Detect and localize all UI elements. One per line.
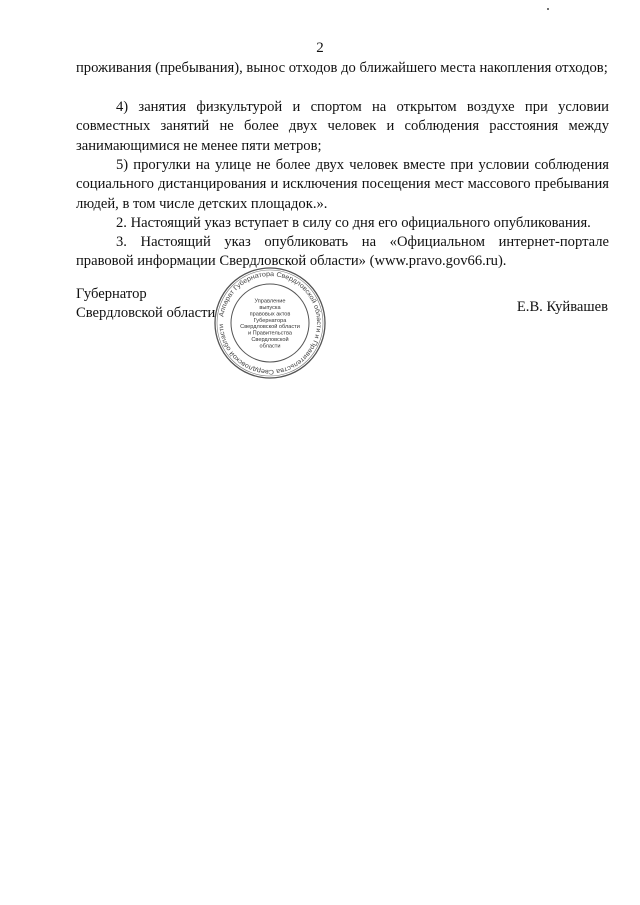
seal-center-text <box>240 299 300 350</box>
seal-center-line: правовых актов <box>249 311 291 318</box>
signatory-title <box>76 285 215 323</box>
seal-center-line: и Правительства <box>248 330 292 337</box>
paragraph-clause-3: 3. Настоящий указ опубликовать на «Официальном интернет-портале правовой информации Свердловской области» (www.pravo.gov66.ru). <box>76 234 609 270</box>
paragraph-item-4: 4) занятия физкультурой и спортом на открытом воздухе при условии совместных занятий не более двух человек и соблюдения расстояния между занимающимися не менее пяти метров; <box>76 99 609 154</box>
scan-speck <box>547 8 549 10</box>
seal-center-line: Губернатора <box>253 317 287 324</box>
paragraph-continuation: проживания (пребывания), вынос отходов до ближайшего места накопления отходов; <box>76 60 608 76</box>
paragraph-item-5: 5) прогулки на улице не более двух человек вместе при условии соблюдения социального дистанцирования и исключения посещения мест массового пребывания людей, в том числе детских площадок.». <box>76 157 609 212</box>
seal-center-line: Управление <box>254 298 286 305</box>
signatory-name: Е.В. Куйвашев <box>516 299 608 315</box>
seal-center-line: Свердловской области <box>240 324 300 331</box>
signatory-title-line1: Губернатор <box>76 286 147 302</box>
paragraph-clause-2: 2. Настоящий указ вступает в силу со дня его официального опубликования. <box>116 215 591 231</box>
seal-center-line: области <box>259 343 281 350</box>
official-seal-stamp <box>213 266 327 380</box>
seal-ring-text: Аппарат Губернатора Свердловской области и Правительства Свердловской области <box>217 270 323 376</box>
seal-center-line: Свердловской <box>251 337 289 343</box>
page-number: 2 <box>316 40 324 56</box>
seal-center-line: выпуска <box>259 305 281 311</box>
signatory-title-line2: Свердловской области <box>76 305 216 321</box>
